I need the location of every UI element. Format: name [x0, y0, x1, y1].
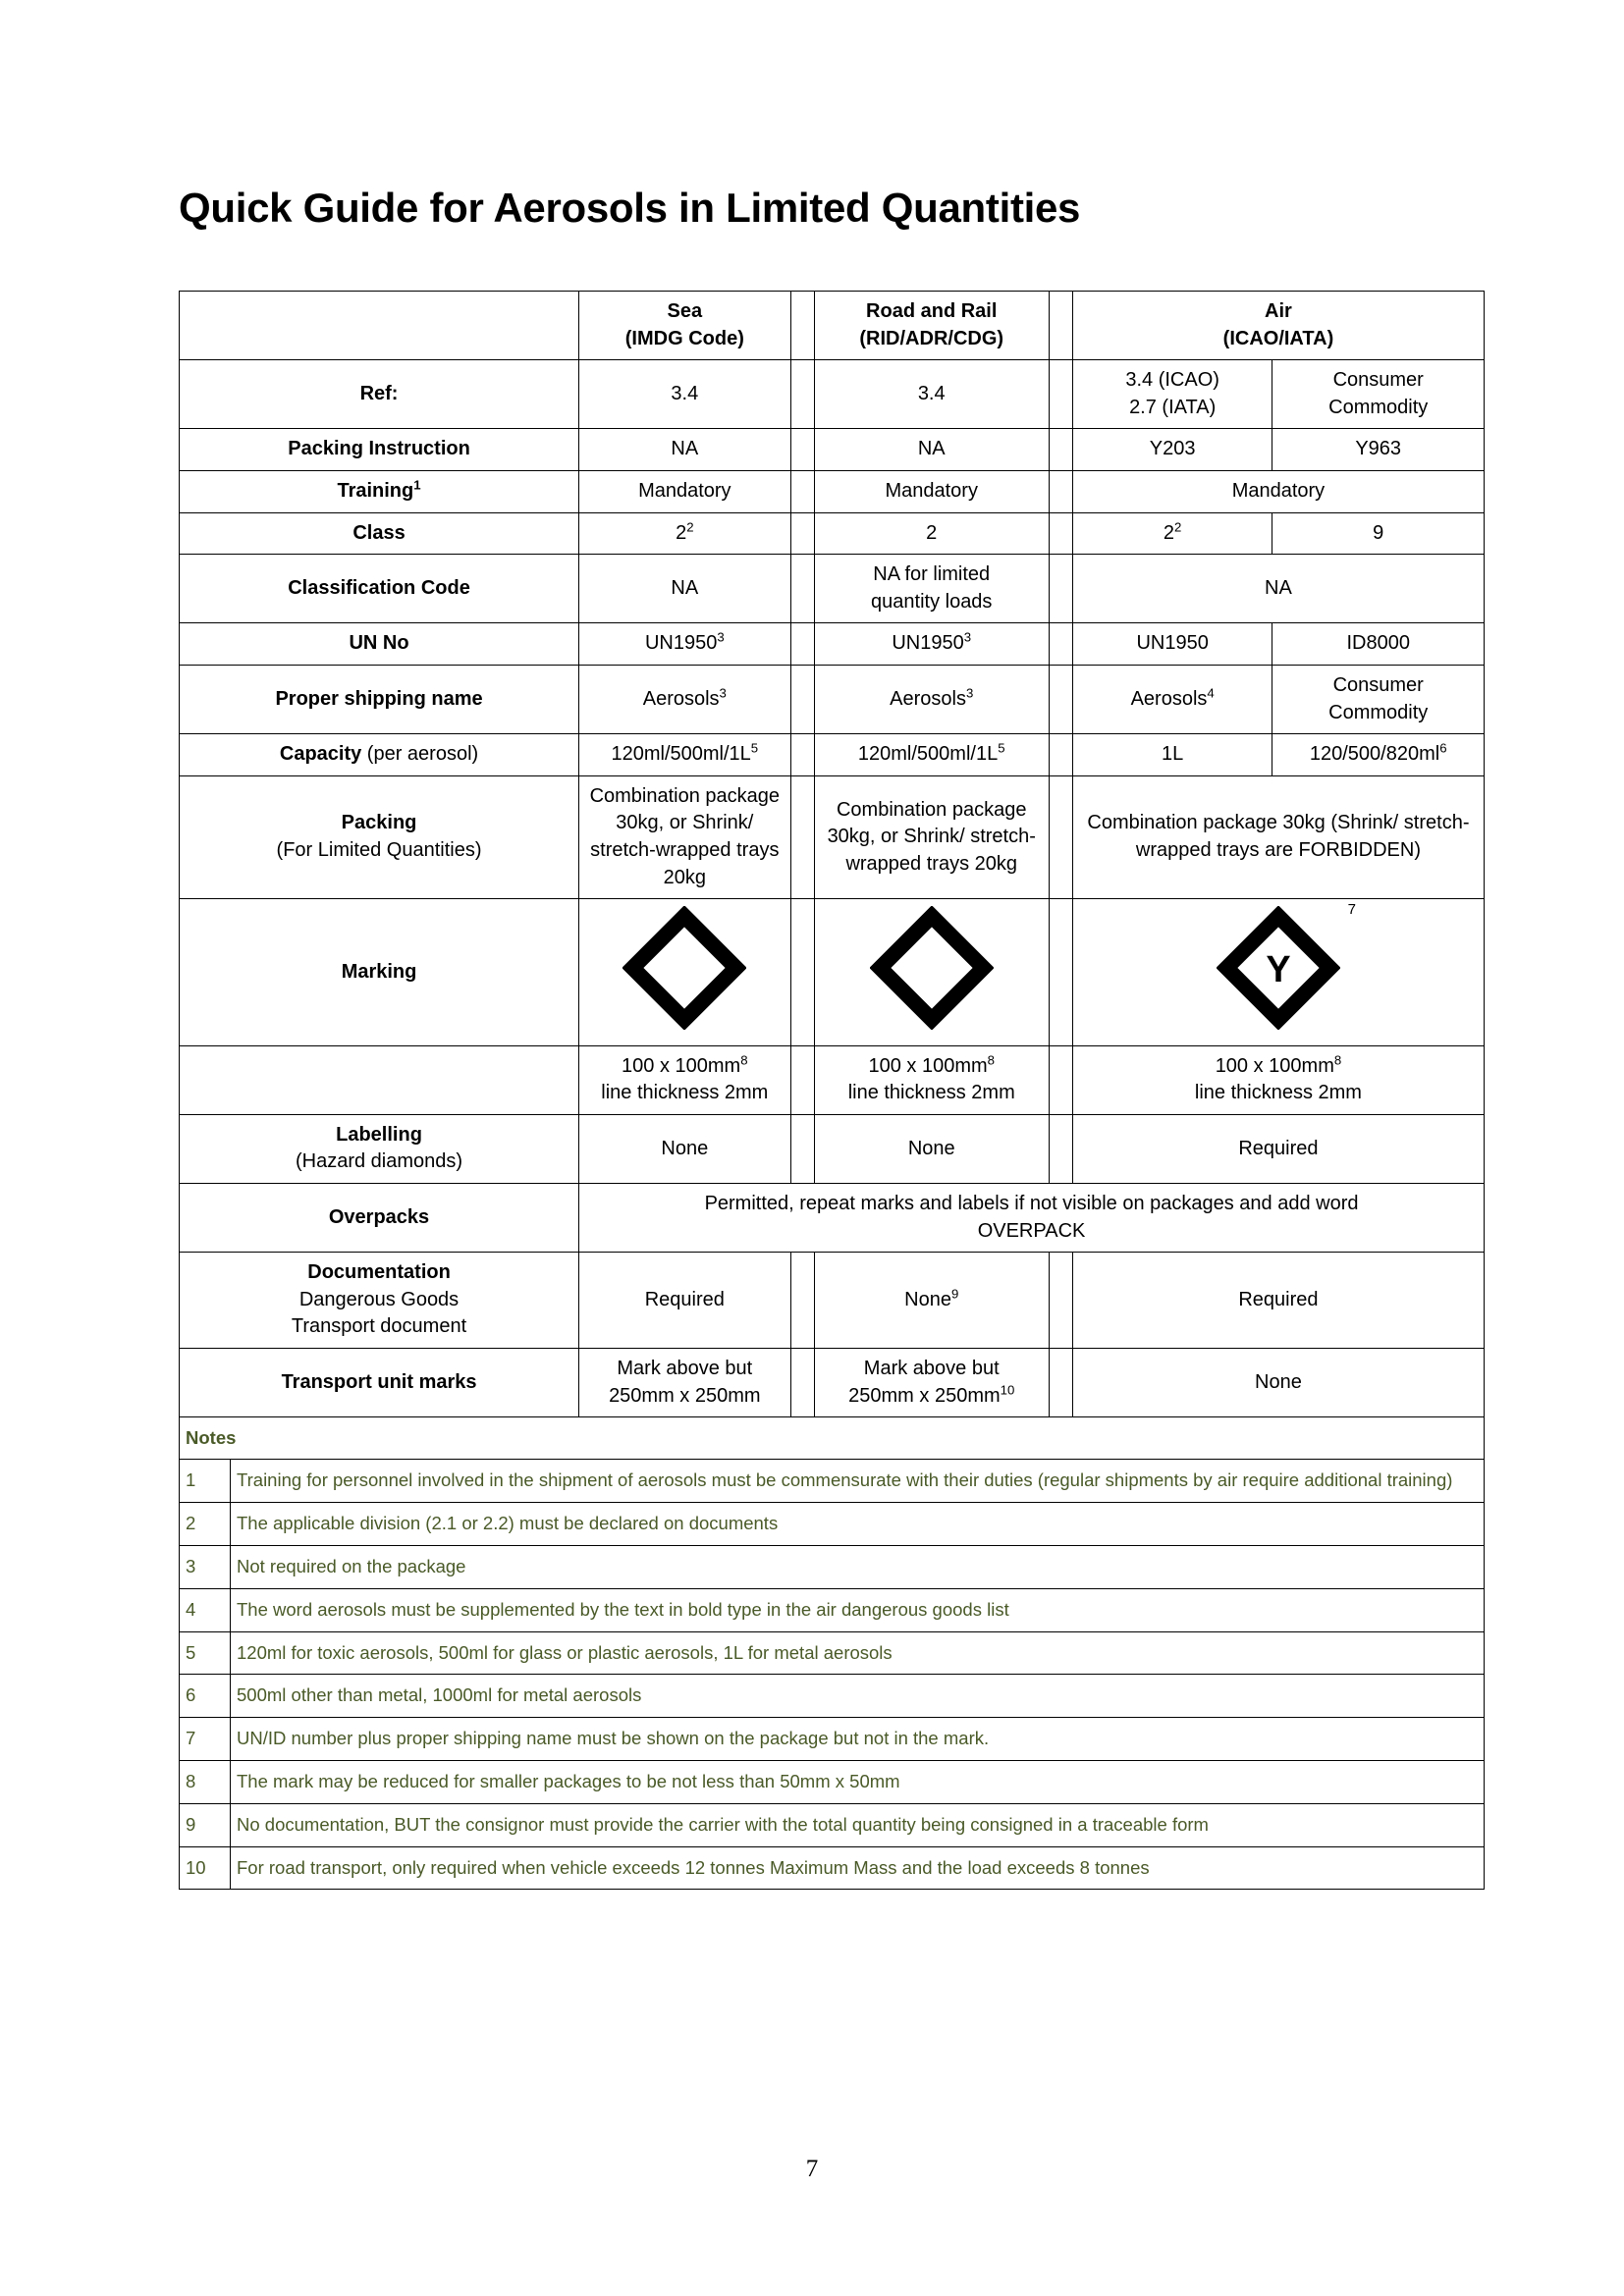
- un-no-road-sup: 3: [963, 629, 972, 645]
- note-row: [180, 1718, 1485, 1761]
- spacer-cell: [1049, 512, 1072, 555]
- spacer-cell: [790, 665, 814, 733]
- packing-instruction-sea: NA: [579, 429, 791, 471]
- psn-air1: [1072, 665, 1272, 733]
- un-no-road-value: UN1950: [892, 632, 964, 655]
- ref-air-consumer-commodity: [1272, 360, 1485, 429]
- table-row-training: [180, 470, 1485, 512]
- overpacks-line2: OVERPACK: [977, 1219, 1086, 1242]
- psn-air2-line2: Commodity: [1328, 701, 1429, 723]
- spacer-cell: [790, 734, 814, 776]
- psn-road-sup: 3: [965, 685, 974, 701]
- training-air: Mandatory: [1072, 470, 1484, 512]
- psn-air1-value: Aerosols: [1130, 687, 1208, 710]
- capacity-road-value: 120ml/500ml/1L: [857, 743, 999, 766]
- row-label-labelling-sub: (Hazard diamonds): [295, 1150, 463, 1173]
- table-header-row: [180, 292, 1485, 360]
- row-label-marking: Marking: [180, 899, 579, 1046]
- ref-air-line2: 2.7 (IATA): [1129, 396, 1217, 418]
- table-row-labelling: [180, 1114, 1485, 1183]
- row-label-labelling-text: Labelling: [336, 1123, 422, 1146]
- training-sea: Mandatory: [579, 470, 791, 512]
- packing-sea: Combination package 30kg, or Shrink/ stretch-wrapped trays 20kg: [579, 775, 791, 898]
- note-number: 5: [180, 1631, 231, 1675]
- un-no-air2: ID8000: [1272, 623, 1485, 666]
- spacer-column-1: [790, 292, 814, 360]
- training-road: Mandatory: [814, 470, 1049, 512]
- row-label-class: Class: [180, 512, 579, 555]
- row-label-capacity: [180, 734, 579, 776]
- row-label-overpacks: Overpacks: [180, 1184, 579, 1253]
- row-label-marking-size: [180, 1045, 579, 1114]
- un-no-sea-sup: 3: [717, 629, 725, 645]
- spacer-cell: [790, 1114, 814, 1183]
- classification-code-road-line2: quantity loads: [871, 590, 993, 613]
- spacer-cell: [790, 899, 814, 1046]
- class-air1-sup: 2: [1174, 518, 1182, 534]
- labelling-sea: None: [579, 1114, 791, 1183]
- un-no-sea-value: UN1950: [644, 632, 718, 655]
- class-sea-sup: 2: [686, 518, 694, 534]
- note-row: [180, 1588, 1485, 1631]
- ref-air-icao: [1072, 360, 1272, 429]
- transport-unit-marks-air: None: [1072, 1349, 1484, 1417]
- notes-heading: Notes: [180, 1416, 1485, 1460]
- row-label-capacity-text: Capacity: [279, 743, 362, 766]
- note-text: Training for personnel involved in the shipment of aerosols must be commensurate with their duties (regular shipments by air require additional training): [231, 1460, 1485, 1503]
- note-row: [180, 1803, 1485, 1846]
- class-air1-value: 2: [1163, 521, 1175, 544]
- tum-sea-line2: 250mm x 250mm: [609, 1384, 761, 1407]
- packing-instruction-air2: Y963: [1272, 429, 1485, 471]
- note-number: 7: [180, 1718, 231, 1761]
- table-row-class: [180, 512, 1485, 555]
- spacer-cell: [790, 360, 814, 429]
- table-row-documentation: [180, 1253, 1485, 1349]
- transport-unit-marks-road: [814, 1349, 1049, 1417]
- note-text: The mark may be reduced for smaller packages to be not less than 50mm x 50mm: [231, 1761, 1485, 1804]
- row-label-documentation-sub2: Transport document: [291, 1315, 467, 1338]
- overpacks-value: [579, 1184, 1485, 1253]
- spacer-cell: [1049, 429, 1072, 471]
- marking-size-sea: [579, 1045, 791, 1114]
- quick-guide-table: [179, 291, 1485, 1417]
- ref-air-line1: 3.4 (ICAO): [1125, 369, 1219, 392]
- spacer-cell: [790, 1045, 814, 1114]
- psn-air1-sup: 4: [1207, 685, 1215, 701]
- header-road-rail: [814, 292, 1049, 360]
- limited-quantity-diamond-y-icon: [1217, 901, 1356, 1030]
- row-label-classification-code: Classification Code: [180, 555, 579, 623]
- page-number: 7: [805, 2156, 819, 2182]
- note-row: [180, 1545, 1485, 1588]
- header-road-line1: Road and Rail: [866, 300, 998, 322]
- spacer-cell: [1049, 1045, 1072, 1114]
- spacer-cell: [790, 470, 814, 512]
- header-road-line2: (RID/ADR/CDG): [859, 327, 1004, 349]
- note-row: [180, 1631, 1485, 1675]
- note-text: The applicable division (2.1 or 2.2) must be declared on documents: [231, 1503, 1485, 1546]
- table-row-un-no: [180, 623, 1485, 666]
- tum-road-line2: 250mm x 250mm: [848, 1384, 1001, 1407]
- marking-size-air-line1: 100 x 100mm: [1215, 1054, 1334, 1077]
- capacity-road: [814, 734, 1049, 776]
- header-sea-line1: Sea: [667, 300, 703, 322]
- class-road: 2: [814, 512, 1049, 555]
- psn-sea-sup: 3: [719, 685, 727, 701]
- note-row: [180, 1460, 1485, 1503]
- row-label-capacity-sub: (per aerosol): [361, 743, 479, 766]
- note-number: 8: [180, 1761, 231, 1804]
- table-row-transport-unit-marks: [180, 1349, 1485, 1417]
- psn-road-value: Aerosols: [890, 687, 966, 710]
- note-number: 3: [180, 1545, 231, 1588]
- documentation-road: [814, 1253, 1049, 1349]
- row-label-labelling: [180, 1114, 579, 1183]
- notes-heading-row: [180, 1416, 1485, 1460]
- row-label-documentation: [180, 1253, 579, 1349]
- header-blank-cell: [180, 292, 579, 360]
- capacity-air2-sup: 6: [1439, 740, 1447, 756]
- psn-sea-value: Aerosols: [642, 687, 720, 710]
- un-no-sea: [579, 623, 791, 666]
- tum-road-line1: Mark above but: [863, 1358, 1000, 1380]
- ref-sea: 3.4: [579, 360, 791, 429]
- note-row: [180, 1675, 1485, 1718]
- spacer-cell: [1049, 734, 1072, 776]
- row-label-packing-instruction: Packing Instruction: [180, 429, 579, 471]
- note-number: 10: [180, 1846, 231, 1890]
- documentation-road-sup: 9: [950, 1286, 959, 1302]
- note-number: 9: [180, 1803, 231, 1846]
- note-number: 6: [180, 1675, 231, 1718]
- table-row-capacity: [180, 734, 1485, 776]
- un-no-road: [814, 623, 1049, 666]
- spacer-cell: [1049, 899, 1072, 1046]
- row-label-proper-shipping-name: Proper shipping name: [180, 665, 579, 733]
- spacer-cell: [1049, 1349, 1072, 1417]
- spacer-cell: [1049, 665, 1072, 733]
- class-air1: [1072, 512, 1272, 555]
- marking-air: [1072, 899, 1484, 1046]
- marking-size-sea-line1: 100 x 100mm: [622, 1054, 741, 1077]
- classification-code-sea: NA: [579, 555, 791, 623]
- spacer-cell: [790, 1253, 814, 1349]
- capacity-air1: 1L: [1072, 734, 1272, 776]
- marking-size-sea-line2: line thickness 2mm: [601, 1082, 769, 1104]
- row-label-un-no: UN No: [180, 623, 579, 666]
- table-row-overpacks: [180, 1184, 1485, 1253]
- classification-code-road-line1: NA for limited: [873, 563, 991, 586]
- psn-sea: [579, 665, 791, 733]
- row-label-documentation-sub1: Dangerous Goods: [298, 1288, 460, 1310]
- psn-air2-line1: Consumer: [1332, 673, 1424, 696]
- marking-size-air-sup: 8: [1333, 1052, 1342, 1068]
- marking-road: [814, 899, 1049, 1046]
- capacity-sea-value: 120ml/500ml/1L: [611, 743, 751, 766]
- spacer-cell: [1049, 775, 1072, 898]
- packing-instruction-air1: Y203: [1072, 429, 1272, 471]
- table-row-packing-instruction: [180, 429, 1485, 471]
- spacer-cell: [790, 512, 814, 555]
- class-air2: 9: [1272, 512, 1485, 555]
- ref-road: 3.4: [814, 360, 1049, 429]
- row-label-transport-unit-marks: Transport unit marks: [180, 1349, 579, 1417]
- table-row-packing: [180, 775, 1485, 898]
- spacer-cell: [1049, 1253, 1072, 1349]
- header-sea-line2: (IMDG Code): [624, 327, 744, 349]
- overpacks-line1: Permitted, repeat marks and labels if not visible on packages and add word: [704, 1193, 1359, 1215]
- spacer-cell: [1049, 360, 1072, 429]
- note-row: [180, 1846, 1485, 1890]
- un-no-air1: UN1950: [1072, 623, 1272, 666]
- spacer-cell: [790, 429, 814, 471]
- tum-sea-line1: Mark above but: [617, 1358, 753, 1380]
- limited-quantity-diamond-icon: [870, 906, 994, 1030]
- psn-road: [814, 665, 1049, 733]
- capacity-sea-sup: 5: [750, 740, 759, 756]
- spacer-cell: [790, 623, 814, 666]
- header-sea: [579, 292, 791, 360]
- documentation-road-value: None: [904, 1288, 951, 1310]
- note-text: Not required on the package: [231, 1545, 1485, 1588]
- capacity-air2: [1272, 734, 1485, 776]
- table-row-marking: [180, 899, 1485, 1046]
- ref-air2-line1: Consumer: [1332, 369, 1424, 392]
- header-air-line2: (ICAO/IATA): [1222, 327, 1334, 349]
- marking-air-superscript: 7: [1347, 901, 1356, 919]
- marking-size-air: [1072, 1045, 1484, 1114]
- class-sea-value: 2: [676, 521, 687, 544]
- row-label-training-text: Training: [337, 479, 414, 502]
- note-text: The word aerosols must be supplemented by the text in bold type in the air dangerous goods list: [231, 1588, 1485, 1631]
- note-row: [180, 1503, 1485, 1546]
- note-row: [180, 1761, 1485, 1804]
- spacer-cell: [1049, 1114, 1072, 1183]
- row-label-training-sup: 1: [413, 477, 421, 493]
- marking-size-sea-sup: 8: [740, 1052, 748, 1068]
- labelling-road: None: [814, 1114, 1049, 1183]
- note-number: 1: [180, 1460, 231, 1503]
- spacer-cell: [1049, 555, 1072, 623]
- notes-table: [179, 1416, 1485, 1891]
- table-row-proper-shipping-name: [180, 665, 1485, 733]
- psn-air2: [1272, 665, 1485, 733]
- note-number: 4: [180, 1588, 231, 1631]
- note-number: 2: [180, 1503, 231, 1546]
- row-label-packing: [180, 775, 579, 898]
- spacer-cell: [790, 775, 814, 898]
- row-label-packing-sub: (For Limited Quantities): [276, 838, 482, 861]
- svg-text:Y: Y: [1266, 948, 1291, 990]
- marking-size-road-line2: line thickness 2mm: [847, 1082, 1015, 1104]
- note-text: For road transport, only required when vehicle exceeds 12 tonnes Maximum Mass and the load exceeds 8 tonnes: [231, 1846, 1485, 1890]
- labelling-air: Required: [1072, 1114, 1484, 1183]
- table-row-classification-code: [180, 555, 1485, 623]
- documentation-air: Required: [1072, 1253, 1484, 1349]
- row-label-packing-text: Packing: [341, 812, 417, 834]
- page-title: Quick Guide for Aerosols in Limited Quantities: [179, 185, 1081, 231]
- classification-code-road: [814, 555, 1049, 623]
- transport-unit-marks-sea: [579, 1349, 791, 1417]
- spacer-cell: [1049, 623, 1072, 666]
- table-row-ref: [180, 360, 1485, 429]
- note-text: UN/ID number plus proper shipping name must be shown on the package but not in the mark.: [231, 1718, 1485, 1761]
- spacer-cell: [790, 1349, 814, 1417]
- row-label-ref: Ref:: [180, 360, 579, 429]
- note-text: No documentation, BUT the consignor must provide the carrier with the total quantity being consigned in a traceable form: [231, 1803, 1485, 1846]
- marking-size-road: [814, 1045, 1049, 1114]
- note-text: 500ml other than metal, 1000ml for metal aerosols: [231, 1675, 1485, 1718]
- spacer-cell: [1049, 470, 1072, 512]
- packing-road: Combination package 30kg, or Shrink/ stretch-wrapped trays 20kg: [814, 775, 1049, 898]
- packing-air: Combination package 30kg (Shrink/ stretch-wrapped trays are FORBIDDEN): [1072, 775, 1484, 898]
- tum-road-sup: 10: [1000, 1381, 1015, 1397]
- capacity-sea: [579, 734, 791, 776]
- capacity-road-sup: 5: [998, 740, 1005, 756]
- row-label-training: [180, 470, 579, 512]
- documentation-sea: Required: [579, 1253, 791, 1349]
- marking-size-road-line1: 100 x 100mm: [868, 1054, 988, 1077]
- class-sea: [579, 512, 791, 555]
- limited-quantity-diamond-icon: [623, 906, 746, 1030]
- classification-code-air: NA: [1072, 555, 1484, 623]
- note-text: 120ml for toxic aerosols, 500ml for glass or plastic aerosols, 1L for metal aerosols: [231, 1631, 1485, 1675]
- header-air-line1: Air: [1265, 300, 1292, 322]
- capacity-air2-value: 120/500/820ml: [1309, 743, 1440, 766]
- packing-instruction-road: NA: [814, 429, 1049, 471]
- header-air: [1072, 292, 1484, 360]
- marking-size-air-line2: line thickness 2mm: [1194, 1082, 1362, 1104]
- row-label-documentation-text: Documentation: [307, 1261, 451, 1284]
- marking-sea: [579, 899, 791, 1046]
- table-row-marking-size: [180, 1045, 1485, 1114]
- spacer-cell: [790, 555, 814, 623]
- ref-air2-line2: Commodity: [1328, 396, 1429, 418]
- spacer-column-2: [1049, 292, 1072, 360]
- marking-size-road-sup: 8: [987, 1052, 995, 1068]
